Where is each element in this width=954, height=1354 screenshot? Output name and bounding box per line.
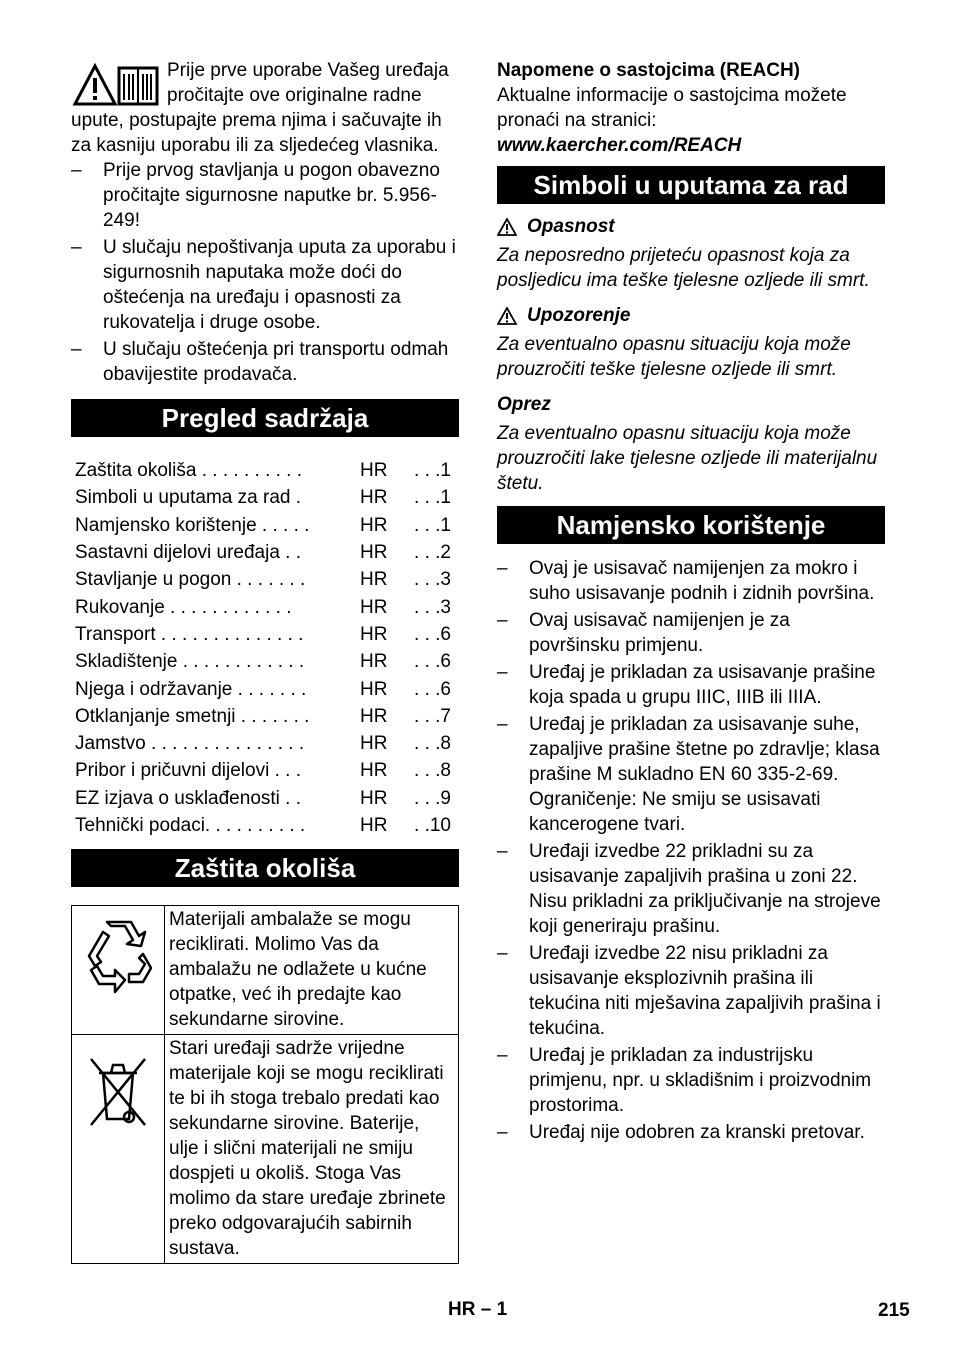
toc-entry-page: . . .1 — [414, 514, 451, 536]
environment-table — [71, 905, 459, 1264]
toc-row[interactable] — [71, 539, 459, 566]
toc-entry-page: . . .6 — [414, 651, 451, 673]
toc-entry-page: . . .3 — [414, 569, 451, 591]
disposal-text: Stari uređaji sadrže vrijedne materijale koji se mogu reciklirati te bi ih stoga trebalo predati kao sekundarne sirovine. Baterije, ulje i slični materijali ne smiju dospjeti u okoliš. Stoga Vas molimo da stare uređaje zbrinete preko odgovarajućih sabirnih sustava. — [165, 1035, 459, 1264]
toc-entry-page: . .10 — [414, 815, 451, 836]
list-item: – U slučaju nepoštivanja uputa za uporabu i sigurnosnih naputaka može doći do oštećenja na uređaju i opasnosti za rukovatelja i druge osobe. — [71, 235, 459, 335]
toc-row[interactable] — [71, 648, 459, 675]
reach-title: Napomene o sastojcima (REACH) — [497, 60, 801, 81]
intro-list — [71, 158, 459, 387]
toc-entry-page: . . .8 — [414, 760, 451, 782]
toc-entry-lang: HR — [360, 705, 388, 727]
warning-text: Za eventualno opasnu situaciju koja može prouzročiti teške tjelesne ozljede ili smrt. — [497, 334, 851, 380]
toc-entry-title: Namjensko korištenje . . . . . — [75, 514, 310, 536]
toc-row[interactable] — [71, 785, 459, 812]
intended-use-list — [497, 556, 885, 1145]
table-row — [72, 906, 459, 1035]
list-item: – Ovaj usisavač namijenjen je za površinsku primjenu. — [497, 608, 885, 658]
footer-lang-page: HR – 1 — [448, 1299, 508, 1320]
caution-label: Oprez — [497, 394, 551, 415]
toc-entry-title: Rukovanje . . . . . . . . . . . . — [75, 596, 292, 618]
toc-entry-lang: HR — [360, 760, 388, 782]
toc-entry-lang: HR — [360, 460, 388, 482]
reach-text: Aktualne informacije o sastojcima možete pronaći na stranici: — [497, 85, 847, 131]
intro-text: Prije prve uporabe Vašeg uređaja pročitajte ove originalne radne upute, postupajte prema njima i sačuvajte ih za kasniju uporabu ili za sljedećeg vlasnika. — [71, 60, 449, 156]
toc-row[interactable] — [71, 812, 459, 839]
toc-row[interactable] — [71, 730, 459, 757]
page-number: 215 — [878, 1300, 910, 1321]
toc-entry-title: EZ izjava o usklađenosti . . — [75, 787, 301, 809]
toc-entry-title: Transport . . . . . . . . . . . . . . — [75, 623, 304, 645]
toc-entry-title: Skladištenje . . . . . . . . . . . . — [75, 651, 305, 673]
toc-entry-page: . . .9 — [414, 787, 451, 809]
list-item: – Ovaj je usisavač namijenjen za mokro i suho usisavanje podnih i zidnih površina. — [497, 556, 885, 606]
intended-use-heading: Namjensko korištenje — [497, 506, 885, 544]
table-of-contents — [71, 457, 459, 839]
danger-text: Za neposredno prijeteću opasnost koja za posljedicu ima teške tjelesne ozljede ili smrt. — [497, 245, 870, 291]
toc-row[interactable] — [71, 621, 459, 648]
toc-row[interactable] — [71, 566, 459, 593]
toc-entry-title: Simboli u uputama za rad . — [75, 487, 302, 509]
list-item: – Prije prvog stavljanja u pogon obavezno pročitajte sigurnosne naputke br. 5.956-249! — [71, 158, 459, 233]
list-item: – Uređaji izvedbe 22 nisu prikladni za usisavanje eksplozivnih prašina ili tekućina niti mješavina zapaljivih prašina i tekućina. — [497, 941, 885, 1041]
recycle-icon — [81, 918, 155, 996]
toc-entry-page: . . .1 — [414, 487, 451, 509]
recycle-text: Materijali ambalaže se mogu reciklirati. Molimo Vas da ambalažu ne odlažete u kućne otpatke, već ih predajte kao sekundarne sirovine. — [165, 906, 459, 1035]
toc-entry-title: Njega i održavanje . . . . . . . — [75, 678, 307, 700]
list-item: – U slučaju oštećenja pri transportu odmah obavijestite prodavača. — [71, 337, 459, 387]
reach-link[interactable]: www.kaercher.com/REACH — [497, 135, 742, 156]
toc-row[interactable] — [71, 484, 459, 511]
toc-entry-page: . . .6 — [414, 678, 451, 700]
toc-entry-title: Zaštita okoliša . . . . . . . . . . — [75, 460, 303, 482]
warning-triangle-icon — [497, 307, 517, 325]
toc-entry-page: . . .2 — [414, 542, 451, 564]
toc-entry-page: . . .3 — [414, 596, 451, 618]
toc-entry-lang: HR — [360, 787, 388, 809]
toc-entry-title: Jamstvo . . . . . . . . . . . . . . . — [75, 733, 305, 755]
toc-row[interactable] — [71, 593, 459, 620]
toc-entry-lang: HR — [360, 514, 388, 536]
toc-entry-page: . . .8 — [414, 733, 451, 755]
crossed-bin-icon — [83, 1053, 153, 1129]
toc-entry-lang: HR — [360, 815, 388, 836]
list-item: – Uređaj je prikladan za usisavanje prašine koja spada u grupu IIIC, IIIB ili IIIA. — [497, 660, 885, 710]
toc-entry-lang: HR — [360, 678, 388, 700]
toc-entry-lang: HR — [360, 487, 388, 509]
toc-entry-page: . . .7 — [414, 705, 451, 727]
list-item: – Uređaj je prikladan za industrijsku primjenu, npr. u skladišnim i proizvodnim prostorima. — [497, 1043, 885, 1118]
toc-row[interactable] — [71, 757, 459, 784]
toc-row[interactable] — [71, 457, 459, 484]
danger-label: Opasnost — [527, 216, 615, 237]
toc-heading: Pregled sadržaja — [71, 399, 459, 437]
warning-label-row — [497, 303, 885, 328]
left-column — [71, 58, 459, 1264]
warning-manual-icon — [71, 60, 161, 108]
toc-entry-title: Tehnički podaci. . . . . . . . . . — [75, 815, 306, 836]
toc-entry-lang: HR — [360, 542, 388, 564]
list-item: – Uređaj nije odobren za kranski pretovar. — [497, 1120, 885, 1145]
symbols-heading: Simboli u uputama za rad — [497, 166, 885, 204]
toc-entry-page: . . .6 — [414, 623, 451, 645]
warning-triangle-icon — [497, 218, 517, 236]
toc-entry-title: Otklanjanje smetnji . . . . . . . — [75, 705, 310, 727]
list-item: – Uređaji izvedbe 22 prikladni su za usisavanje zapaljivih prašina u zoni 22. Nisu prikladni za priključivanje na strojeve koji generiraju prašinu. — [497, 839, 885, 939]
toc-row[interactable] — [71, 675, 459, 702]
list-item: – Uređaj je prikladan za usisavanje suhe, zapaljive prašine štetne po zdravlje; klasa prašine M sukladno EN 60 335-2-69. Ograničenje: Ne smiju se usisavati kancerogene tvari. — [497, 712, 885, 837]
table-row — [72, 1035, 459, 1264]
toc-entry-lang: HR — [360, 596, 388, 618]
danger-label-row — [497, 214, 885, 239]
toc-entry-title: Pribor i pričuvni dijelovi . . . — [75, 760, 301, 782]
toc-entry-page: . . .1 — [414, 460, 451, 482]
toc-entry-lang: HR — [360, 569, 388, 591]
caution-text: Za eventualno opasnu situaciju koja može prouzročiti lake tjelesne ozljede ili materijalnu štetu. — [497, 423, 878, 494]
environment-heading: Zaštita okoliša — [71, 849, 459, 887]
toc-entry-title: Sastavni dijelovi uređaja . . — [75, 542, 302, 564]
intro-block — [71, 58, 459, 158]
warning-label: Upozorenje — [527, 305, 631, 326]
toc-entry-lang: HR — [360, 651, 388, 673]
toc-entry-lang: HR — [360, 623, 388, 645]
toc-row[interactable] — [71, 703, 459, 730]
right-column — [497, 58, 885, 1147]
toc-entry-title: Stavljanje u pogon . . . . . . . — [75, 569, 306, 591]
toc-row[interactable] — [71, 512, 459, 539]
toc-entry-lang: HR — [360, 733, 388, 755]
